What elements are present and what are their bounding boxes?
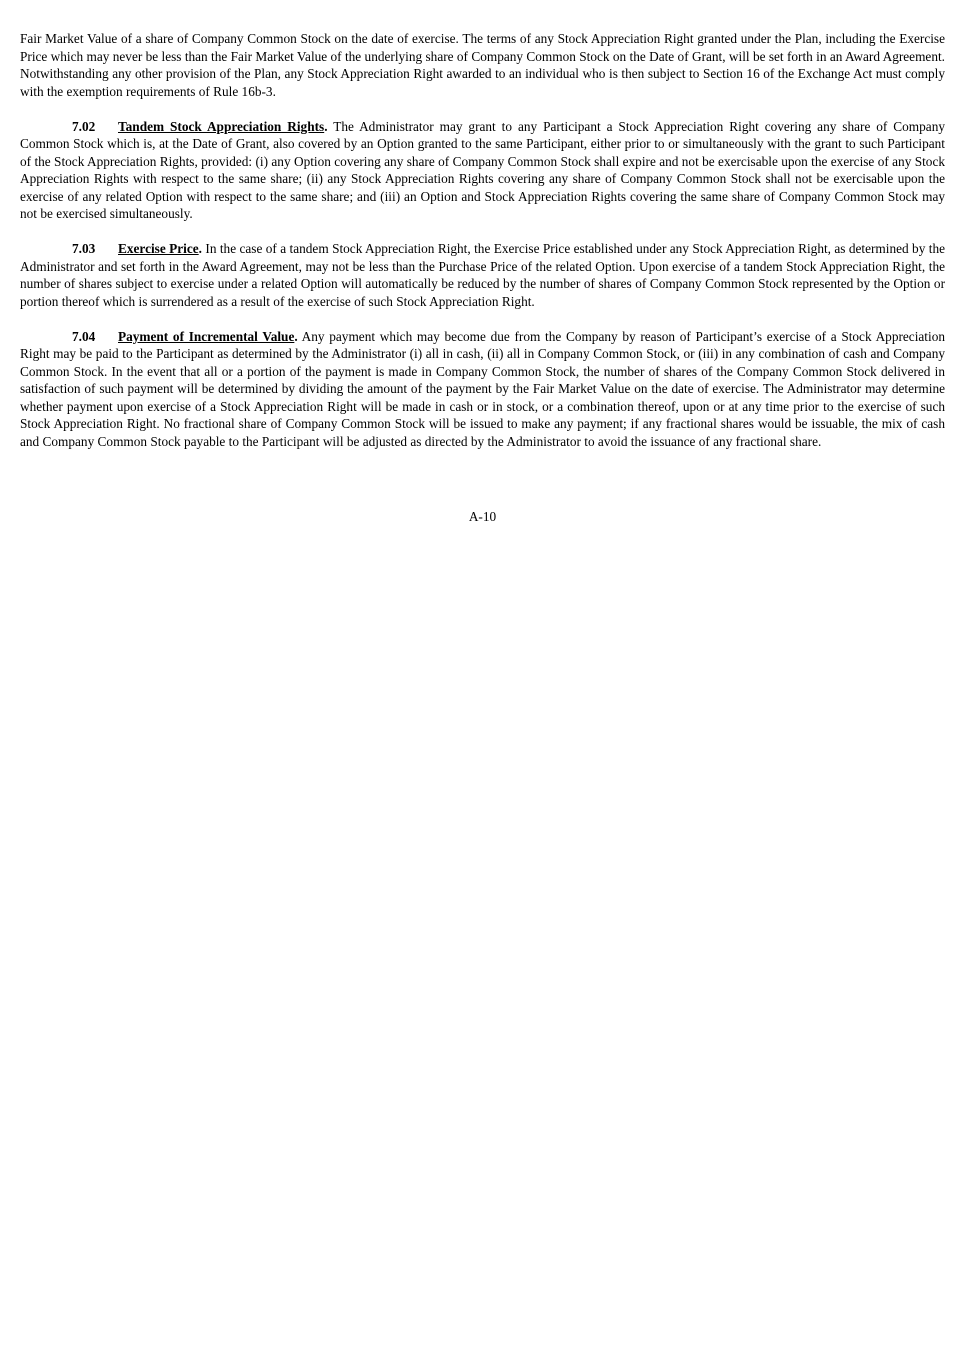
section-title: Exercise Price <box>118 241 199 256</box>
section-title-period: . <box>324 118 328 134</box>
section-text: The Administrator may grant to any Participant a Stock Appreciation Right covering any share of Company Common Stock which is, at the Date of Grant, also covered by an Option granted to the same Participant, either prior to or simultaneously with the grant to such Participant of the Stock Appreciation Rights, provided: (i) any Option covering any share of Company Common Stock shall expire and not be exercisable upon the exercise of any Stock Appreciation Rights with respect to the same share; (ii) any Stock Appreciation Rights covering any share of Company Common Stock shall not be exercisable upon the exercise of any related Option with respect to the same share; and (iii) an Option and Stock Appreciation Rights covering the same share of Company Common Stock may not be exercised simultaneously. <box>20 118 945 221</box>
section-7-02 <box>20 118 945 223</box>
section-text: In the case of a tandem Stock Appreciation Right, the Exercise Price established under any Stock Appreciation Right, as determined by the Administrator and set forth in the Award Agreement, may not be less than the Purchase Price of the related Option. Upon exercise of a tandem Stock Appreciation Right, the number of shares subject to exercise under a related Option will automatically be reduced by the number of shares of Company Common Stock represented by the Option or portion thereof which is surrendered as a result of the exercise of such Stock Appreciation Right. <box>20 241 945 309</box>
section-number: 7.03 <box>72 241 96 256</box>
section-title: Tandem Stock Appreciation Rights <box>118 118 325 134</box>
section-7-04 <box>20 328 945 451</box>
section-7-03 <box>20 240 945 310</box>
section-number: 7.02 <box>72 118 96 134</box>
section-number: 7.04 <box>72 328 96 344</box>
continued-paragraph: Fair Market Value of a share of Company Common Stock on the date of exercise. The terms of any Stock Appreciation Right granted under the Plan, including the Exercise Price which may never be less than the Fair Market Value of the underlying share of Company Common Stock on the Date of Grant, will be set forth in an Award Agreement. Notwithstanding any other provision of the Plan, any Stock Appreciation Right awarded to an individual who is then subject to Section 16 of the Exchange Act must comply with the exemption requirements of Rule 16b-3. <box>20 31 945 99</box>
section-title-period: . <box>198 241 202 256</box>
section-text: Any payment which may become due from the Company by reason of Participant’s exercise of a Stock Appreciation Right may be paid to the Participant as determined by the Administrator (i) all in cash, (ii) all in Company Common Stock, or (iii) in any combination of cash and Company Common Stock. In the event that all or a portion of the payment is made in Company Common Stock, the number of shares of the Company Common Stock delivered in satisfaction of such payment will be determined by dividing the amount of the payment by the Fair Market Value on the date of exercise. The Administrator may determine whether payment upon exercise of a Stock Appreciation Right will be made in cash or in stock, or a combination thereof, upon or at any time prior to the exercise of such Stock Appreciation Right. No fractional share of Company Common Stock will be issued to make any payment; if any fractional shares would be issuable, the mix of cash and Company Common Stock payable to the Participant will be adjusted as directed by the Administrator to avoid the issuance of any fractional share. <box>20 328 945 449</box>
section-title-period: . <box>294 328 298 344</box>
page-number: A-10 <box>468 509 497 524</box>
document-page <box>20 30 945 524</box>
section-title: Payment of Incremental Value <box>118 328 295 344</box>
